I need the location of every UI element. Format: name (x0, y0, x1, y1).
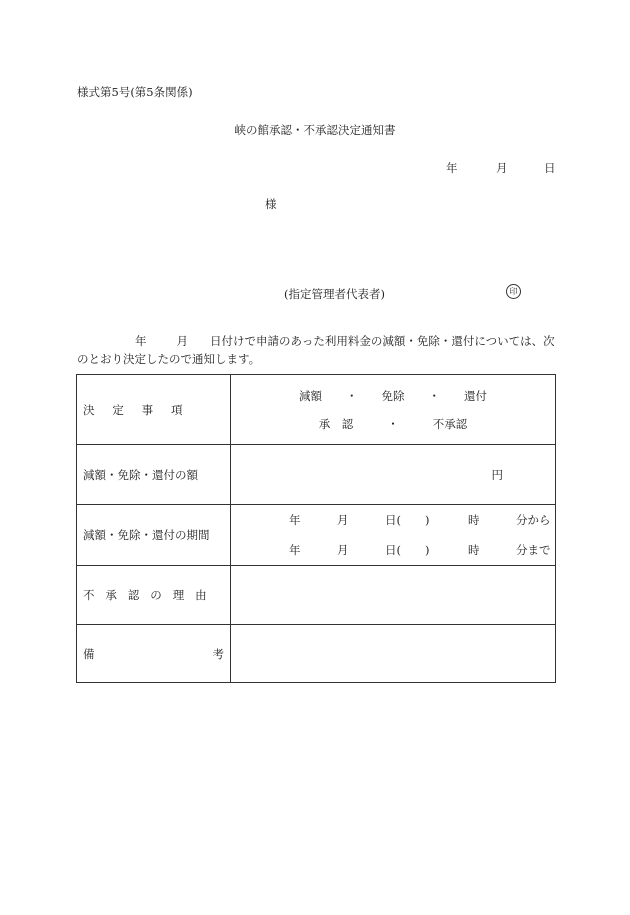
options-reduce-exempt-refund (231, 382, 555, 410)
sender-label: (指定管理者代表者) (284, 287, 385, 301)
date-year: 年 (446, 161, 458, 175)
option-disapprove: 不承認 (432, 416, 468, 431)
date-day: 日 (544, 161, 556, 175)
period-weekday-close: ) (425, 513, 430, 527)
date-line (446, 160, 556, 176)
option-reduce: 減額 (299, 388, 322, 403)
amount-cell: 円 (231, 445, 556, 505)
body-year: 年 (135, 334, 147, 348)
period-year: 年 (289, 513, 301, 527)
option-sep: ・ (428, 388, 440, 403)
body-month: 月 (176, 334, 188, 348)
body-paragraph (77, 332, 557, 368)
table-row (77, 505, 556, 566)
table-row (77, 625, 556, 683)
label-remarks (83, 646, 224, 662)
period-cell (231, 505, 556, 566)
row-label (77, 625, 231, 683)
decision-table (76, 374, 556, 683)
form-number: 様式第5号(第5条関係) (77, 85, 193, 99)
row-label (77, 375, 231, 445)
period-month: 月 (337, 513, 349, 527)
option-sep: ・ (387, 416, 399, 431)
option-exempt: 免除 (381, 388, 405, 403)
options-approve (231, 410, 555, 438)
seal-mark: 印 (506, 284, 521, 299)
period-day: 日( (385, 543, 401, 557)
period-weekday-close: ) (425, 543, 430, 557)
period-minute: 分まで (516, 543, 551, 557)
row-label (77, 566, 231, 625)
label-decision (83, 402, 224, 418)
option-approve: 承 認 (318, 416, 354, 431)
period-hour: 時 (468, 513, 480, 527)
table-row (77, 445, 556, 505)
period-from (231, 505, 555, 535)
row-label: 減額・免除・還付の額 (77, 445, 231, 505)
table-row (77, 566, 556, 625)
row-label: 減額・免除・還付の期間 (77, 505, 231, 566)
period-hour: 時 (468, 543, 480, 557)
label-text: 決定事項 (83, 402, 201, 417)
period-month: 月 (337, 543, 349, 557)
option-sep: ・ (346, 388, 358, 403)
label-char: 考 (212, 646, 224, 661)
body-rest: 日付けで申請のあった利用料金の減額・免除・還付については、次のとおり決定したので通知します。 (77, 334, 555, 366)
period-day: 日( (385, 513, 401, 527)
date-month: 月 (496, 161, 508, 175)
table-row (77, 375, 556, 445)
remarks-cell (231, 625, 556, 683)
document-title: 峡の館承認・不承認決定通知書 (234, 123, 396, 137)
label-text: 不承認の理由 (83, 588, 218, 602)
label-char: 備 (83, 646, 95, 661)
period-to (231, 535, 555, 565)
recipient-suffix: 様 (265, 197, 277, 211)
period-minute: 分から (516, 513, 551, 527)
reason-cell (231, 566, 556, 625)
period-year: 年 (289, 543, 301, 557)
option-refund: 還付 (464, 388, 487, 403)
decision-cell (231, 375, 556, 445)
